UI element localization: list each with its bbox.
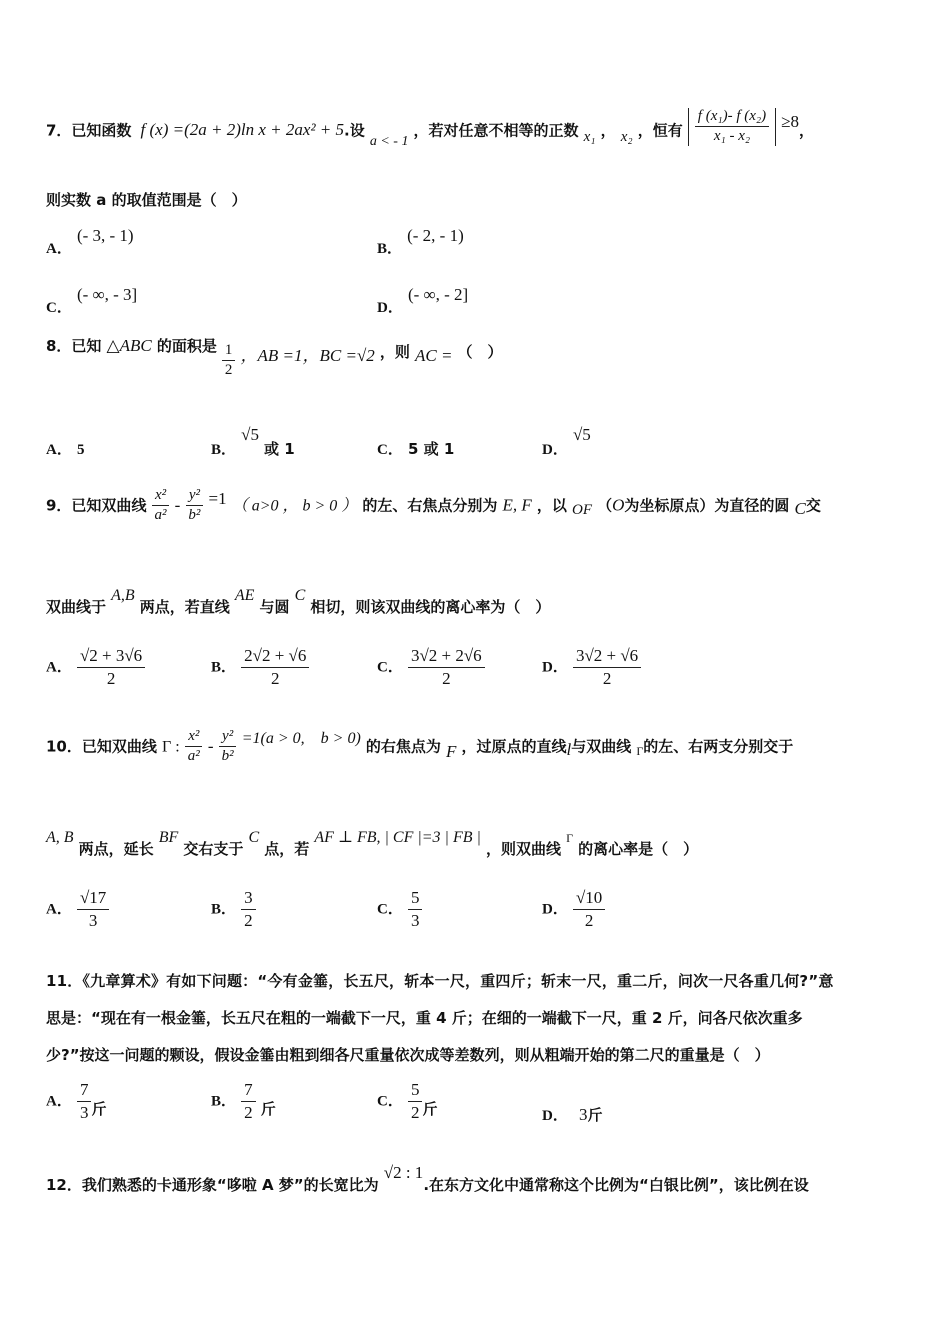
- q8-area-fraction: $\frac{1}{2}$: [222, 342, 236, 380]
- q9-option-b: B． $\frac{2√2 + √6}{2}$: [211, 646, 309, 688]
- q9-option-a: A． $\frac{√2 + 3√6}{2}$: [46, 646, 145, 688]
- question-8: 8．已知 △ABC 的面积是 $\frac{1}{2}$ ，AB =1，BC =√2 ，则 AC = （ ）: [46, 336, 503, 379]
- q7-prefix: 7．已知函数: [46, 121, 132, 140]
- q8-option-d: D． √5: [542, 425, 591, 458]
- q7-x2: x₂: [620, 129, 633, 146]
- question-12: 12．我们熟悉的卡通形象“哆啦 A 梦”的长宽比为 √2 : 1.在东方文化中通常称这个比例为“白银比例”，该比例在设: [46, 1163, 809, 1194]
- question-9: 9．已知双曲线 $\frac{\text{x²}}{\text{a²}}$ - $\frac{\text{y²}}{\text{b²}}$ =1 （ a>0 ， b > 0 ） 的左、右焦点分别为 E, F ，以 OF （O为坐标原点）为直径的圆 C交: [46, 487, 821, 524]
- q7-line2: 则实数 a 的取值范围是（ ）: [46, 191, 247, 209]
- q10-option-d: D． $\frac{√10}{2}$: [542, 888, 605, 930]
- q7-mid: ，若对任意不相等的正数: [413, 121, 579, 140]
- q11-line3: 少?”按这一问题的颗设，假设金箠由粗到细各尺重量依次成等差数列，则从粗端开始的第二尺的重量是（ ）: [46, 1046, 770, 1064]
- q7-option-b: B． (- 2, - 1): [377, 226, 464, 257]
- q7-x1: x₁: [583, 129, 596, 146]
- q7-condition: a < - 1: [369, 134, 409, 150]
- q10-option-a: A． $\frac{√17}{3}$: [46, 888, 109, 930]
- q8-prefix: 8．已知: [46, 337, 102, 356]
- q7-ge: ≥8: [781, 112, 800, 132]
- q11-line1: 11．《九章算术》有如下问题：“今有金箠，长五尺，斩本一尺，重四斤；斩末一尺，重二斤，问次一尺各重几何?”意: [46, 972, 834, 990]
- q10-option-c: C． $\frac{5}{3}$: [377, 888, 422, 930]
- q8-option-b: B． √5 或 1: [211, 425, 295, 458]
- q9-frac-y: $\frac{\text{y²}}{\text{b²}}$: [185, 487, 203, 525]
- q9-line2: 双曲线于 A,B 两点，若直线 AE 与圆 C 相切，则该双曲线的离心率为（ ）: [46, 587, 551, 616]
- question-7: 7．已知函数 f (x) =(2a + 2)ln x + 2ax² + 5.设 a < - 1 ，若对任意不相等的正数 x₁ ， x₂ ，恒有 $\frac{\text{f (x₁)- f (x₂)}}{\text{x₁ - x₂}}$ ≥8，: [46, 108, 815, 150]
- q8-option-c: C． 5 或 1: [377, 440, 455, 458]
- q10-frac-y: $\frac{\text{y²}}{\text{b²}}$: [219, 728, 237, 766]
- q9-frac-x: $\frac{\text{x²}}{\text{a²}}$: [152, 487, 170, 525]
- q7-let: 设: [349, 121, 365, 140]
- question-10: 10．已知双曲线 Γ : $\frac{\text{x²}}{\text{a²}}$ - $\frac{\text{y²}}{\text{b²}}$ =1(a > 0, b > 0) 的右焦点为 F ，过原点的直线l与双曲线 $_\Gamma$的左、右两支分别交于: [46, 728, 794, 765]
- q7-option-a: A． (- 3, - 1): [46, 226, 134, 257]
- q9-option-d: D． $\frac{3√2 + √6}{2}$: [542, 646, 641, 688]
- q10-frac-x: $\frac{\text{x²}}{\text{a²}}$: [185, 728, 203, 766]
- q8-option-a: A． 5: [46, 442, 85, 458]
- q12-ratio: √2 : 1: [383, 1163, 424, 1182]
- q11-option-b: B． $\frac{7}{2}$ 斤: [211, 1080, 276, 1122]
- q7-abs-fraction: $\frac{\text{f (x₁)- f (x₂)}}{\text{x₁ - x₂}}$: [688, 108, 776, 146]
- q7-option-c: C． (- ∞, - 3]: [46, 285, 138, 316]
- q11-option-d: D． 3斤: [542, 1105, 603, 1124]
- q9-option-c: C． $\frac{3√2 + 2√6}{2}$: [377, 646, 485, 688]
- q11-option-c: C． $\frac{5}{2}$ 斤: [377, 1080, 438, 1122]
- q11-line2: 思是：“现在有一根金箠，长五尺在粗的一端截下一尺，重 4 斤；在细的一端截下一尺，重 2 斤，问各尺依次重多: [46, 1009, 803, 1027]
- q10-line2: A, B 两点，延长 BF 交右支于 C 点，若 AF ⊥ FB, | CF |=3 | FB | ，则双曲线 Γ 的离心率是（ ）: [46, 829, 699, 858]
- q7-function: f (x) =(2a + 2)ln x + 2ax² + 5: [140, 120, 345, 140]
- q8-ac: AC =: [414, 346, 453, 366]
- q10-option-b: B． $\frac{3}{2}$: [211, 888, 256, 930]
- q8-triangle: △ABC: [106, 336, 152, 356]
- q7-option-d: D． (- ∞, - 2]: [377, 285, 469, 316]
- q8-conditions: ，AB =1，BC =√2: [240, 346, 375, 366]
- q11-option-a: A． $\frac{7}{3}$ 斤: [46, 1080, 107, 1122]
